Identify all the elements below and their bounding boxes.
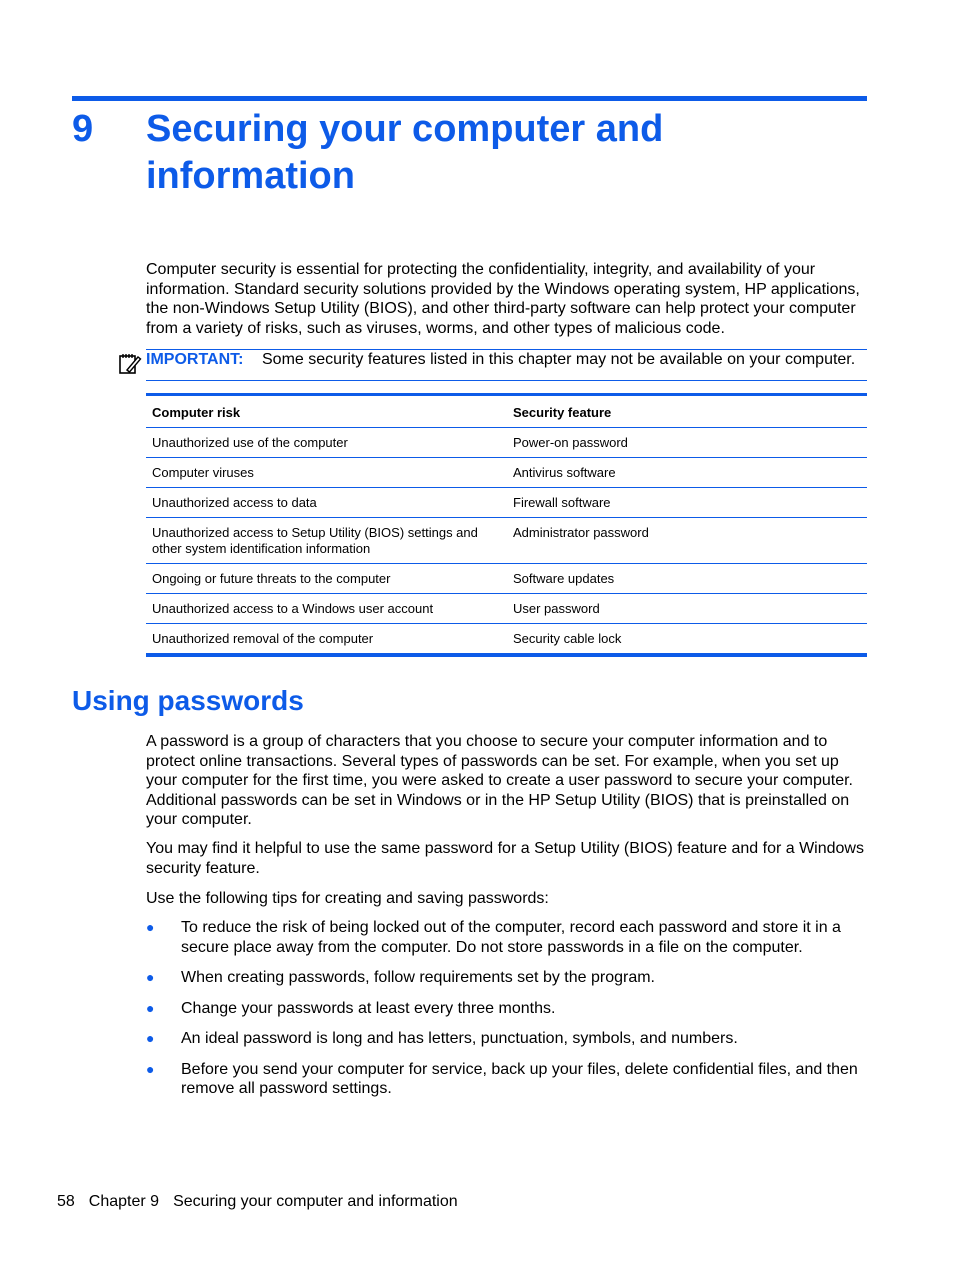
section-paragraph: You may find it helpful to use the same password for a Setup Utility (BIOS) feature and for a Windows security feature. [146, 840, 864, 877]
list-item-text: To reduce the risk of being locked out of the computer, record each password and store it in a secure place away from the computer. Do not store passwords in a file on the computer. [181, 919, 841, 956]
table-row [146, 487, 867, 517]
list-item [146, 1029, 868, 1049]
note-pencil-icon [118, 351, 142, 375]
table-header-cell: Computer risk [152, 405, 241, 420]
section-title: Using passwords [72, 685, 304, 716]
table-row [146, 517, 867, 563]
chapter-rule [72, 96, 867, 101]
list-item-text: Before you send your computer for service, back up your files, delete confidential files, and then remove all password settings. [181, 1060, 858, 1097]
list-item [146, 1060, 868, 1099]
list-item [146, 918, 868, 957]
list-item-text: An ideal password is long and has letters, punctuation, symbols, and numbers. [181, 1030, 738, 1047]
list-item [146, 999, 868, 1019]
footer-chapter-title: Securing your computer and information [173, 1193, 458, 1210]
table-row [146, 457, 867, 487]
table-cell-feature: User password [513, 601, 600, 616]
table-cell-risk: Unauthorized use of the computer [152, 435, 348, 450]
table-cell-feature: Security cable lock [513, 631, 622, 646]
chapter-title: Securing your computer and information [146, 108, 664, 197]
important-label: IMPORTANT: [146, 351, 244, 368]
page-footer [57, 1192, 472, 1212]
table-cell-feature: Software updates [513, 571, 615, 586]
table-cell-risk: Ongoing or future threats to the computer [152, 571, 391, 586]
footer-chapter-label: Chapter 9 [88, 1193, 160, 1210]
important-note [146, 349, 867, 381]
bullet-icon: ● [146, 1030, 155, 1046]
list-item [146, 968, 868, 988]
password-tips-list [146, 918, 868, 1110]
bullet-icon: ● [146, 1060, 155, 1077]
list-item-text: When creating passwords, follow requirements set by the program. [181, 969, 655, 986]
table-cell-risk: Computer viruses [152, 465, 254, 480]
list-item-text: Change your passwords at least every three months. [181, 999, 556, 1017]
table-cell-risk: Unauthorized access to Setup Utility (BIOS) settings and other system identification information [152, 525, 478, 556]
table-cell-risk: Unauthorized access to a Windows user account [152, 601, 434, 616]
table-cell-feature: Power-on password [513, 435, 628, 450]
table-row [146, 623, 867, 653]
table-cell-feature: Administrator password [513, 525, 649, 540]
bullet-icon: ● [146, 919, 155, 935]
chapter-number: 9 [72, 108, 94, 150]
table-row [146, 563, 867, 593]
table-cell-feature: Antivirus software [513, 465, 616, 480]
page-number: 58 [57, 1193, 75, 1210]
section-paragraph: Use the following tips for creating and saving passwords: [146, 890, 549, 907]
table-row [146, 427, 867, 457]
table-cell-risk: Unauthorized access to data [152, 495, 317, 510]
intro-paragraph: Computer security is essential for protecting the confidentiality, integrity, and availability of your information. Standard security solutions provided by the Windows operating system, HP applications, the non-Windows Setup Utility (BIOS), and other third-party software can help protect your computer from a variety of risks, such as viruses, worms, and other types of malicious code. [146, 261, 860, 337]
table-cell-risk: Unauthorized removal of the computer [152, 631, 374, 646]
table-header-row [146, 396, 867, 427]
risk-feature-table [146, 393, 867, 657]
bullet-icon: ● [146, 969, 155, 985]
bullet-icon: ● [146, 999, 155, 1016]
section-paragraph: A password is a group of characters that you choose to secure your computer information and to protect online transactions. Several types of passwords can be set. For example, when you set up your computer for the first time, you were asked to create a user password to secure your computer. Additional passwords can be set in Windows or in the HP Setup Utility (BIOS) that is preinstalled on your computer. [146, 733, 853, 828]
table-header-cell: Security feature [513, 405, 612, 420]
important-text: Some security features listed in this chapter may not be available on your computer. [262, 351, 856, 368]
table-row [146, 593, 867, 623]
table-cell-feature: Firewall software [513, 495, 611, 510]
